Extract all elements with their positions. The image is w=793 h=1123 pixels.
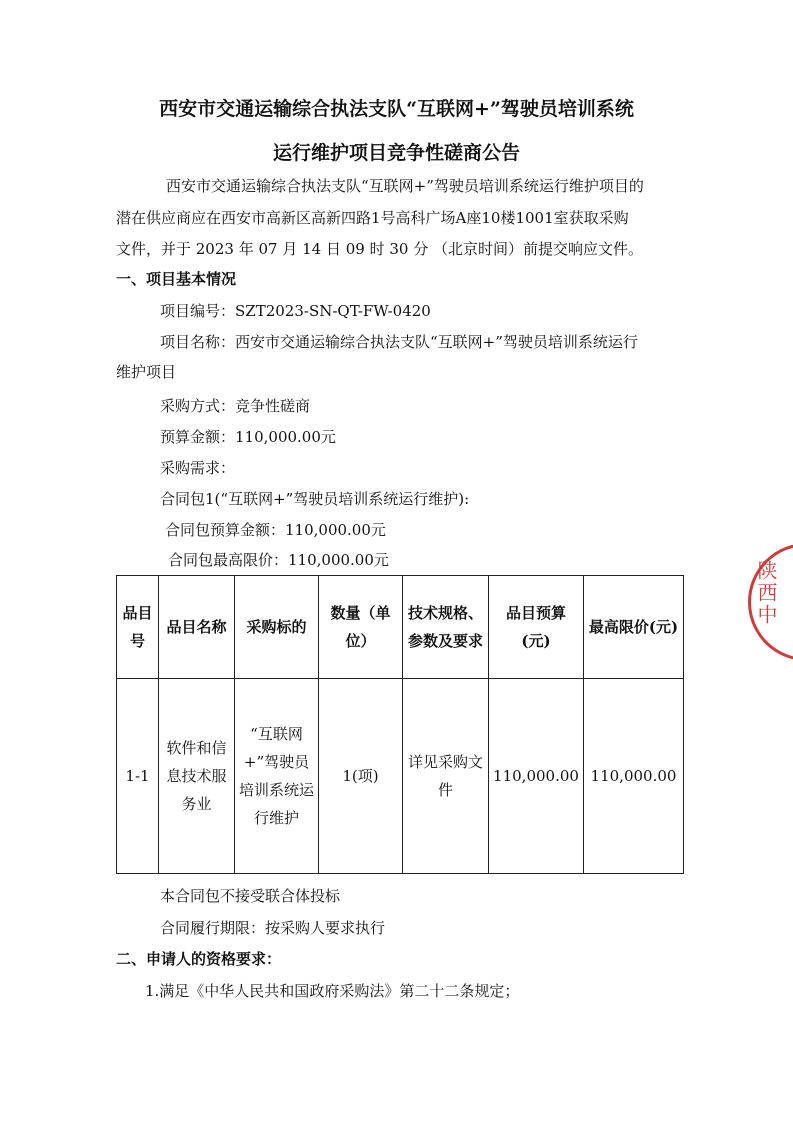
qualification-item-1: 1.满足《中华人民共和国政府采购法》第二十二条规定；	[145, 982, 520, 1000]
procurement-demand: 采购需求：	[160, 459, 236, 477]
header-max-price: 最高限价(元)	[584, 576, 684, 679]
project-name-line-1: 项目名称：西安市交通运输综合执法支队“互联网+”驾驶员培训系统运行	[160, 333, 638, 351]
cell-specifications: 详见采购文件	[403, 679, 489, 874]
cell-procurement-subject: “互联网+”驾驶员培训系统运行维护	[235, 679, 319, 874]
cell-item-name: 软件和信息技术服务业	[159, 679, 235, 874]
project-name-line-2: 维护项目	[116, 363, 177, 381]
contract-period: 合同履行期限：按采购人要求执行	[160, 919, 386, 937]
header-specifications: 技术规格、参数及要求	[403, 576, 489, 679]
intro-line-2: 潜在供应商应在西安市高新区高新四路1号高科广场A座10楼1001室获取采购	[116, 209, 629, 227]
cell-item-budget: 110,000.00	[489, 679, 584, 874]
procurement-method: 采购方式：竞争性磋商	[160, 397, 311, 415]
intro-line-3: 文件，并于 2023 年 07 月 14 日 09 时 30 分 （北京时间）前提交响应文件。	[116, 240, 643, 258]
items-table	[116, 575, 684, 874]
header-item-budget: 品目预算(元)	[489, 576, 584, 679]
package-budget: 合同包预算金额：110,000.00元	[165, 521, 386, 539]
section-2-heading: 二、申请人的资格要求：	[116, 950, 282, 968]
cell-item-no: 1-1	[117, 679, 159, 874]
cell-quantity: 1(项)	[319, 679, 403, 874]
table-row	[117, 679, 684, 874]
project-number: 项目编号：SZT2023-SN-QT-FW-0420	[160, 302, 431, 320]
official-seal-text: 陕西中	[754, 560, 778, 626]
header-procurement-subject: 采购标的	[235, 576, 319, 679]
no-joint-bid-note: 本合同包不接受联合体投标	[160, 887, 341, 905]
cell-max-price: 110,000.00	[584, 679, 684, 874]
intro-line-1: 西安市交通运输综合执法支队“互联网+”驾驶员培训系统运行维护项目的	[166, 177, 644, 195]
header-item-name: 品目名称	[159, 576, 235, 679]
contract-package: 合同包1(“互联网+”驾驶员培训系统运行维护):	[160, 490, 470, 508]
header-item-no: 品目号	[117, 576, 159, 679]
document-title-line-2: 运行维护项目竞争性磋商公告	[272, 142, 520, 164]
package-max-price: 合同包最高限价：110,000.00元	[168, 551, 389, 569]
budget-amount: 预算金额：110,000.00元	[160, 428, 336, 446]
document-title-line-1: 西安市交通运输综合执法支队“互联网+”驾驶员培训系统	[159, 98, 634, 120]
header-quantity: 数量（单位）	[319, 576, 403, 679]
section-1-heading: 一、项目基本情况	[116, 270, 237, 288]
table-header-row	[117, 576, 684, 679]
